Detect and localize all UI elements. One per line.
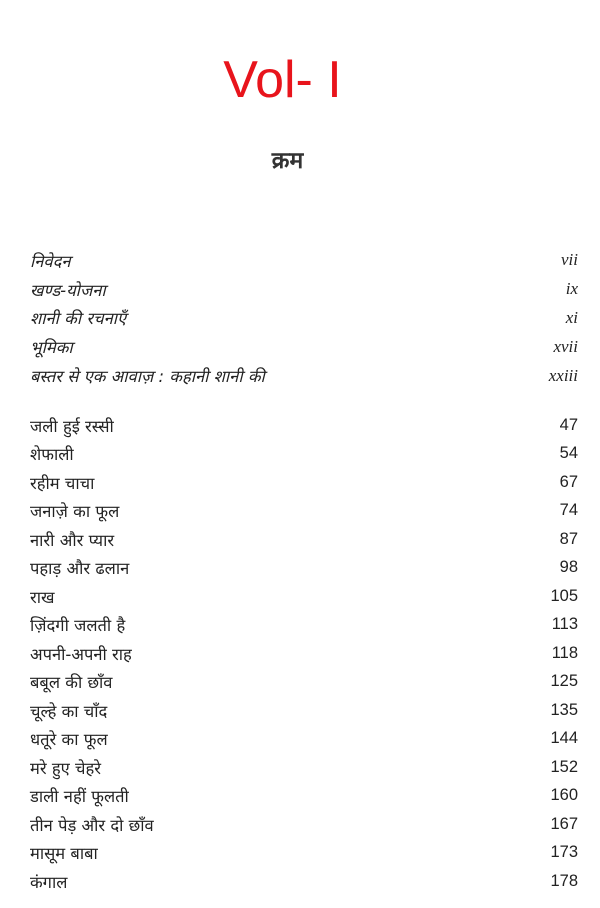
entry-page: 173 [550, 843, 578, 862]
entry-title: रहीम चाचा [30, 473, 95, 493]
toc-row [30, 332, 578, 361]
entry-page: 167 [550, 814, 578, 833]
toc-row [30, 439, 578, 468]
toc-row [30, 275, 578, 304]
entry-title: ज़िंदगी जलती है [30, 616, 126, 636]
toc-row [30, 781, 578, 810]
toc-row [30, 411, 578, 440]
entry-title: तीन पेड़ और दो छाँव [30, 815, 154, 835]
toc-row [30, 246, 578, 275]
toc-row [30, 867, 578, 896]
toc-row [30, 696, 578, 725]
toc-row [30, 753, 578, 782]
entry-title: नारी और प्यार [30, 530, 115, 550]
volume-title: Vol- I [223, 51, 342, 109]
entry-title: मासूम बाबा [30, 844, 98, 864]
toc-row [30, 724, 578, 753]
entry-page: 54 [559, 444, 578, 463]
entry-page: xxiii [548, 365, 578, 385]
entry-page: 67 [559, 472, 578, 491]
entry-title: निवेदन [30, 251, 71, 271]
entry-page: 152 [550, 757, 578, 776]
entry-title: अपनी-अपनी राह [30, 644, 132, 664]
entry-title: शानी की रचनाएँ [30, 309, 127, 329]
entry-title: जनाज़े का फूल [30, 502, 120, 522]
entry-title: जली हुई रस्सी [30, 416, 114, 436]
entry-title: बस्तर से एक आवाज़ : कहानी शानी की [30, 367, 265, 387]
stories-list [30, 411, 578, 896]
entry-title: धतूरे का फूल [30, 730, 108, 750]
entry-page: 144 [550, 729, 578, 748]
toc-heading: क्रम [271, 148, 304, 174]
toc-row [30, 639, 578, 668]
entry-page: vii [561, 250, 578, 270]
entry-title: डाली नहीं फूलती [30, 787, 129, 807]
entry-page: 125 [550, 672, 578, 691]
entry-title: खण्ड-योजना [30, 280, 106, 300]
front-matter-list [30, 246, 578, 390]
entry-page: 87 [559, 529, 578, 548]
toc-row [30, 667, 578, 696]
entry-page: ix [565, 279, 578, 299]
table-of-contents [30, 246, 578, 895]
entry-page: 113 [551, 615, 578, 634]
entry-title: मरे हुए चेहरे [30, 758, 101, 778]
toc-row [30, 610, 578, 639]
toc-row [30, 525, 578, 554]
entry-page: xvii [553, 336, 578, 356]
toc-row [30, 304, 578, 333]
entry-page: 160 [550, 786, 578, 805]
toc-row [30, 810, 578, 839]
entry-title: पहाड़ और ढलान [30, 559, 130, 579]
entry-page: 98 [559, 558, 578, 577]
entry-page: 178 [550, 871, 578, 890]
entry-page: 118 [551, 643, 578, 662]
entry-title: भूमिका [30, 338, 73, 358]
entry-page: xi [565, 307, 578, 327]
entry-page: 47 [559, 415, 578, 434]
entry-title: चूल्हे का चाँद [30, 701, 108, 721]
entry-page: 105 [550, 586, 578, 605]
entry-page: 74 [559, 501, 578, 520]
entry-title: शेफाली [30, 445, 74, 465]
toc-row [30, 582, 578, 611]
toc-row [30, 838, 578, 867]
toc-row [30, 496, 578, 525]
toc-row [30, 468, 578, 497]
entry-title: बबूल की छाँव [30, 673, 113, 693]
entry-title: राख [30, 587, 55, 607]
toc-row [30, 361, 578, 390]
entry-title: कंगाल [30, 872, 68, 892]
entry-page: 135 [550, 700, 578, 719]
toc-row [30, 553, 578, 582]
